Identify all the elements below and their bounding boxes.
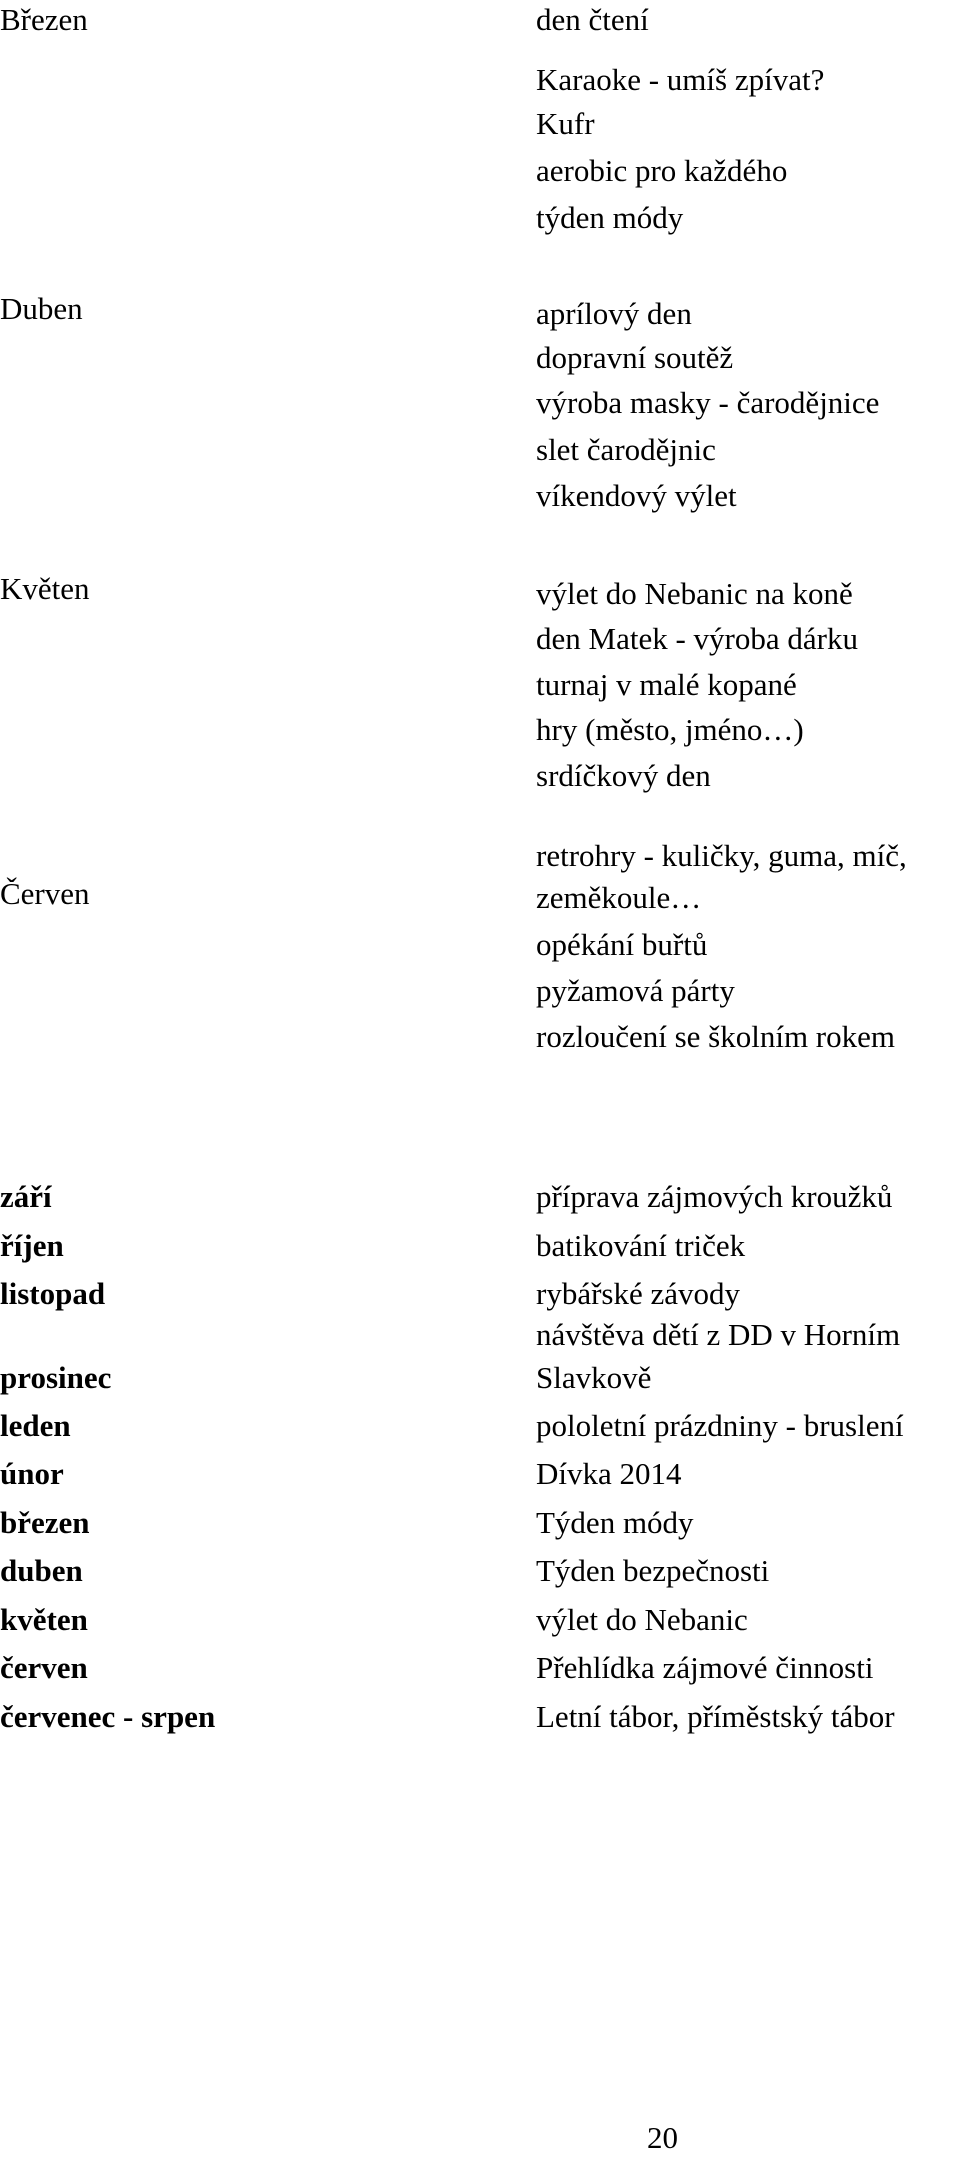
activity-item: opékání buřtů bbox=[536, 927, 708, 962]
activity-item: víkendový výlet bbox=[536, 478, 737, 513]
month-label: Červen bbox=[0, 876, 90, 911]
activity-item: hry (město, jméno…) bbox=[536, 712, 804, 747]
activity-item: den čtení bbox=[536, 2, 649, 37]
month-label: duben bbox=[0, 1553, 83, 1588]
activity-item: aerobic pro každého bbox=[536, 153, 788, 188]
activity-item: Kufr bbox=[536, 106, 595, 141]
month-label: červen bbox=[0, 1650, 88, 1685]
activity-item: Týden bezpečnosti bbox=[536, 1553, 770, 1588]
month-label: říjen bbox=[0, 1228, 64, 1263]
activity-item: aprílový den bbox=[536, 296, 692, 331]
activity-item: pololetní prázdniny - bruslení bbox=[536, 1408, 904, 1443]
month-label: Březen bbox=[0, 2, 88, 37]
activity-item: dopravní soutěž bbox=[536, 340, 734, 375]
activity-item: rybářské závody bbox=[536, 1276, 740, 1311]
activity-item: Letní tábor, příměstský tábor bbox=[536, 1699, 895, 1734]
activity-item: Přehlídka zájmové činnosti bbox=[536, 1650, 874, 1685]
activity-item: retrohry - kuličky, guma, míč, bbox=[536, 838, 907, 873]
activity-item: výlet do Nebanic bbox=[536, 1602, 748, 1637]
activity-item: den Matek - výroba dárku bbox=[536, 621, 858, 656]
activity-item: batikování triček bbox=[536, 1228, 746, 1263]
month-label: Květen bbox=[0, 571, 90, 606]
month-label: leden bbox=[0, 1408, 71, 1443]
page-number: 20 bbox=[647, 2120, 678, 2155]
month-label: listopad bbox=[0, 1276, 106, 1311]
month-label: červenec - srpen bbox=[0, 1699, 216, 1734]
month-label: prosinec bbox=[0, 1360, 112, 1395]
month-label: březen bbox=[0, 1505, 90, 1540]
activity-item: příprava zájmových kroužků bbox=[536, 1179, 893, 1214]
activity-item: slet čarodějnic bbox=[536, 432, 716, 467]
activity-item: výroba masky - čarodějnice bbox=[536, 385, 880, 420]
activity-item: výlet do Nebanic na koně bbox=[536, 576, 853, 611]
activity-item: Karaoke - umíš zpívat? bbox=[536, 62, 825, 97]
activity-item: Týden módy bbox=[536, 1505, 694, 1540]
activity-item: Dívka 2014 bbox=[536, 1456, 682, 1491]
month-label: květen bbox=[0, 1602, 88, 1637]
activity-item: návštěva dětí z DD v Horním bbox=[536, 1317, 901, 1352]
activity-item: Slavkově bbox=[536, 1360, 652, 1395]
activity-item: srdíčkový den bbox=[536, 758, 711, 793]
month-label: Duben bbox=[0, 291, 83, 326]
activity-item: pyžamová párty bbox=[536, 973, 735, 1008]
activity-item: turnaj v malé kopané bbox=[536, 667, 797, 702]
activity-item: zeměkoule… bbox=[536, 880, 702, 915]
month-label: září bbox=[0, 1179, 52, 1214]
activity-item: týden módy bbox=[536, 200, 684, 235]
month-label: únor bbox=[0, 1456, 64, 1491]
activity-item: rozloučení se školním rokem bbox=[536, 1019, 895, 1054]
